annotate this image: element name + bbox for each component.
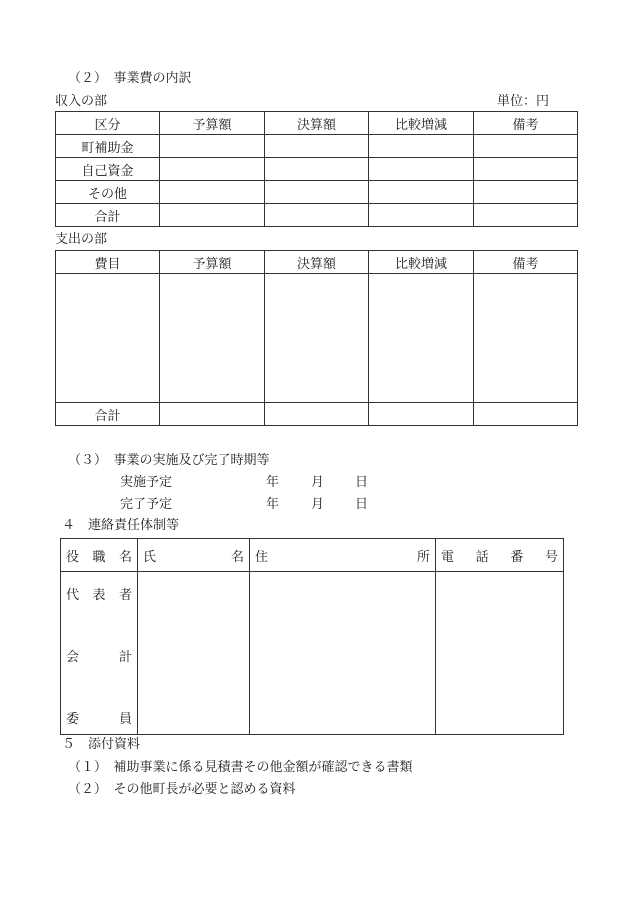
header-char: 電 [441,549,455,565]
income-cell [265,158,369,181]
expense-cell [474,403,578,426]
expense-cell [265,274,369,403]
income-row-label: その他 [56,181,160,204]
header-char: 職 [92,549,106,565]
expense-cell [369,274,474,403]
income-header-difference: 比較増減 [369,112,474,135]
expense-header-item: 費目 [56,251,160,274]
contact-header-row [61,539,564,572]
income-cell [160,158,265,181]
completion-year-label: 年 [266,497,280,512]
contact-role-column [61,572,138,735]
income-cell [265,181,369,204]
table-row [56,403,578,426]
header-char: 号 [544,549,558,565]
header-char: 所 [416,549,430,565]
income-cell [474,158,578,181]
section4-heading: ４ 連絡責任体制等 [62,518,180,533]
expense-cell [160,274,265,403]
role-char: 計 [118,650,132,665]
start-year-label: 年 [266,475,280,490]
expense-header-row [56,251,578,274]
income-cell [160,204,265,227]
header-char: 番 [510,549,524,565]
income-cell [474,204,578,227]
role-char: 者 [118,588,132,603]
contact-phone-column [436,572,564,735]
role-committee-member [66,708,132,727]
income-cell [265,135,369,158]
income-cell [265,204,369,227]
income-cell [160,181,265,204]
role-representative [66,584,132,603]
contact-header-phone [436,539,564,572]
income-row-label: 町補助金 [56,135,160,158]
header-char: 名 [118,549,132,565]
income-cell [369,135,474,158]
income-cell [369,181,474,204]
expense-cell [56,274,160,403]
contact-header-role [61,539,138,572]
unit-label: 単位：円 [497,94,550,109]
role-char: 委 [66,712,80,727]
table-row [56,181,578,204]
header-char: 住 [255,549,269,565]
contact-body-row [61,572,564,735]
expense-header-settlement: 決算額 [265,251,369,274]
expense-header-difference: 比較増減 [369,251,474,274]
income-header-row [56,112,578,135]
contact-header-name [138,539,250,572]
table-row [56,274,578,403]
expense-cell [369,403,474,426]
role-char: 代 [66,588,80,603]
table-row [56,158,578,181]
table-row [56,135,578,158]
income-cell [160,135,265,158]
header-char: 名 [230,549,244,565]
income-row-label: 自己資金 [56,158,160,181]
section5-heading: ５ 添付資料 [62,737,141,752]
attachment-item: （２） その他町長が必要と認める資料 [68,782,296,797]
income-header-category: 区分 [56,112,160,135]
completion-month-label: 月 [311,497,325,512]
header-char: 話 [475,549,489,565]
expense-cell [265,403,369,426]
income-header-settlement: 決算額 [265,112,369,135]
expense-header-budget: 予算額 [160,251,265,274]
completion-schedule-label: 完了予定 [120,497,173,512]
section3-heading: （３） 事業の実施及び完了時期等 [68,453,270,468]
income-header-remarks: 備考 [474,112,578,135]
income-row-label: 合計 [56,204,160,227]
expense-label: 支出の部 [55,232,108,247]
income-cell [474,181,578,204]
completion-day-label: 日 [355,497,369,512]
income-table [55,111,578,227]
expense-total-label: 合計 [56,403,160,426]
role-char: 員 [118,712,132,727]
expense-header-remarks: 備考 [474,251,578,274]
role-char: 表 [92,588,106,603]
header-char: 氏 [143,549,157,565]
income-header-budget: 予算額 [160,112,265,135]
table-row [56,204,578,227]
expense-cell [160,403,265,426]
contact-table [60,538,564,735]
section2-heading: （２） 事業費の内訳 [68,71,192,86]
start-day-label: 日 [355,475,369,490]
role-accountant [66,646,132,665]
start-month-label: 月 [311,475,325,490]
income-cell [369,204,474,227]
attachment-item: （１） 補助事業に係る見積書その他金額が確認できる書類 [68,760,413,775]
income-cell [474,135,578,158]
contact-address-column [250,572,436,735]
income-label: 収入の部 [55,94,108,109]
role-char: 会 [66,650,80,665]
contact-header-address [250,539,436,572]
contact-name-column [138,572,250,735]
income-cell [369,158,474,181]
start-schedule-label: 実施予定 [120,475,173,490]
header-char: 役 [66,549,80,565]
expense-cell [474,274,578,403]
expense-table [55,250,578,426]
